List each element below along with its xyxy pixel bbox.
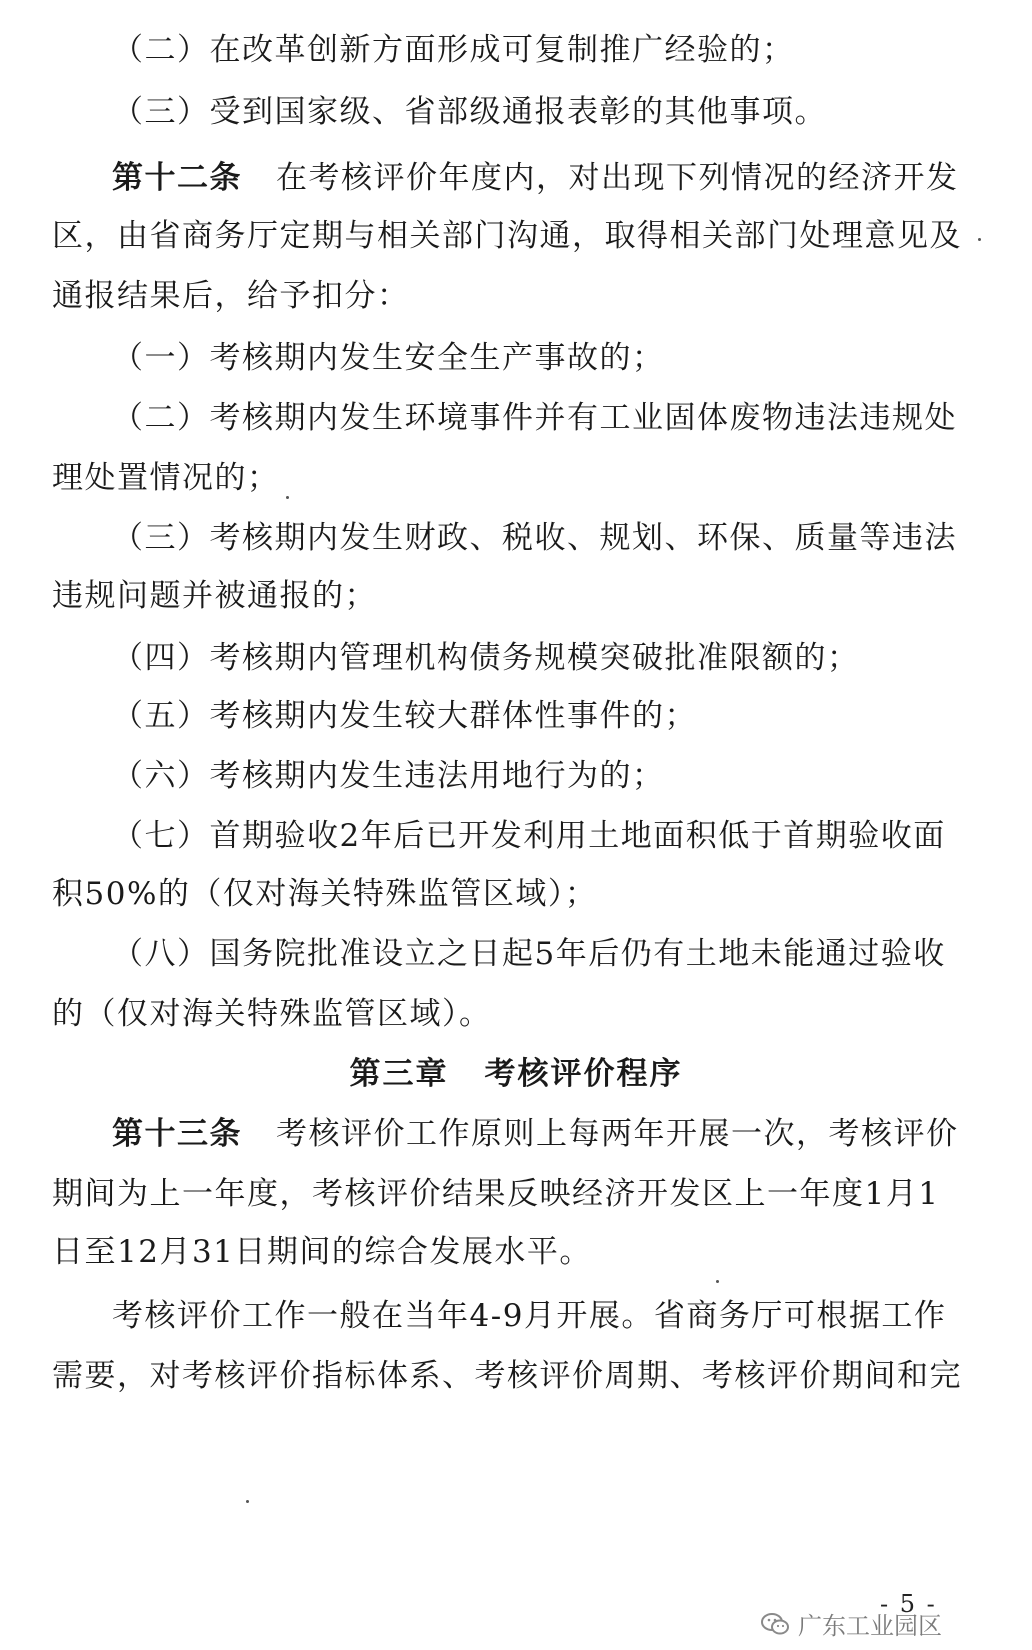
article-12-line-3: 通报结果后，给予扣分： xyxy=(52,278,410,314)
scan-speck xyxy=(286,496,289,499)
deduction-item-7-line-2: 积50%的（仅对海关特殊监管区域）； xyxy=(52,876,598,912)
item-2-innovation: （二）在改革创新方面形成可复制推广经验的； xyxy=(112,32,795,68)
item-3-commendation: （三）受到国家级、省部级通报表彰的其他事项。 xyxy=(112,94,827,130)
paragraph-timing-line-2: 需要，对考核评价指标体系、考核评价周期、考核评价期间和完 xyxy=(52,1358,962,1394)
chapter-title: 考核评价程序 xyxy=(484,1056,683,1092)
deduction-item-3-line-2: 违规问题并被通报的； xyxy=(52,578,377,614)
deduction-item-6: （六）考核期内发生违法用地行为的； xyxy=(112,758,665,794)
deduction-item-2-line-2: 理处置情况的； xyxy=(52,460,280,496)
chapter-number: 第三章 xyxy=(349,1056,449,1092)
article-12-text: 在考核评价年度内，对出现下列情况的经济开发 xyxy=(276,160,959,196)
article-12-heading: 第十二条 xyxy=(112,160,242,196)
deduction-item-3-line-1: （三）考核期内发生财政、税收、规划、环保、质量等违法 xyxy=(112,520,957,556)
article-13-heading: 第十三条 xyxy=(112,1116,242,1152)
article-13-line-3: 日至12月31日期间的综合发展水平。 xyxy=(52,1234,592,1270)
deduction-item-2-line-1: （二）考核期内发生环境事件并有工业固体废物违法违规处 xyxy=(112,400,957,436)
scan-speck xyxy=(978,238,981,241)
article-12-line-2: 区，由省商务厅定期与相关部门沟通，取得相关部门处理意见及 xyxy=(52,218,962,254)
article-13-text: 考核评价工作原则上每两年开展一次，考核评价 xyxy=(276,1116,959,1152)
scan-speck xyxy=(246,1500,249,1503)
deduction-item-8-line-1: （八）国务院批准设立之日起5年后仍有土地未能通过验收 xyxy=(112,936,946,972)
wechat-icon xyxy=(760,1611,790,1637)
deduction-item-1: （一）考核期内发生安全生产事故的； xyxy=(112,340,665,376)
watermark xyxy=(760,1606,942,1641)
page-number: - 5 - xyxy=(880,1590,937,1618)
article-13-line-1 xyxy=(112,1112,959,1156)
paragraph-timing-line-1: 考核评价工作一般在当年4-9月开展。省商务厅可根据工作 xyxy=(112,1298,947,1334)
article-13-line-2: 期间为上一年度，考核评价结果反映经济开发区上一年度1月1 xyxy=(52,1176,940,1212)
scan-speck xyxy=(716,1280,719,1283)
chapter-heading xyxy=(0,1052,1032,1096)
article-12-line-1 xyxy=(112,156,959,200)
deduction-item-8-line-2: 的（仅对海关特殊监管区域）。 xyxy=(52,996,492,1032)
deduction-item-7-line-1: （七）首期验收2年后已开发利用土地面积低于首期验收面 xyxy=(112,818,946,854)
deduction-item-4: （四）考核期内管理机构债务规模突破批准限额的； xyxy=(112,640,860,676)
watermark-text: 广东工业园区 xyxy=(798,1612,942,1640)
deduction-item-5: （五）考核期内发生较大群体性事件的； xyxy=(112,698,697,734)
